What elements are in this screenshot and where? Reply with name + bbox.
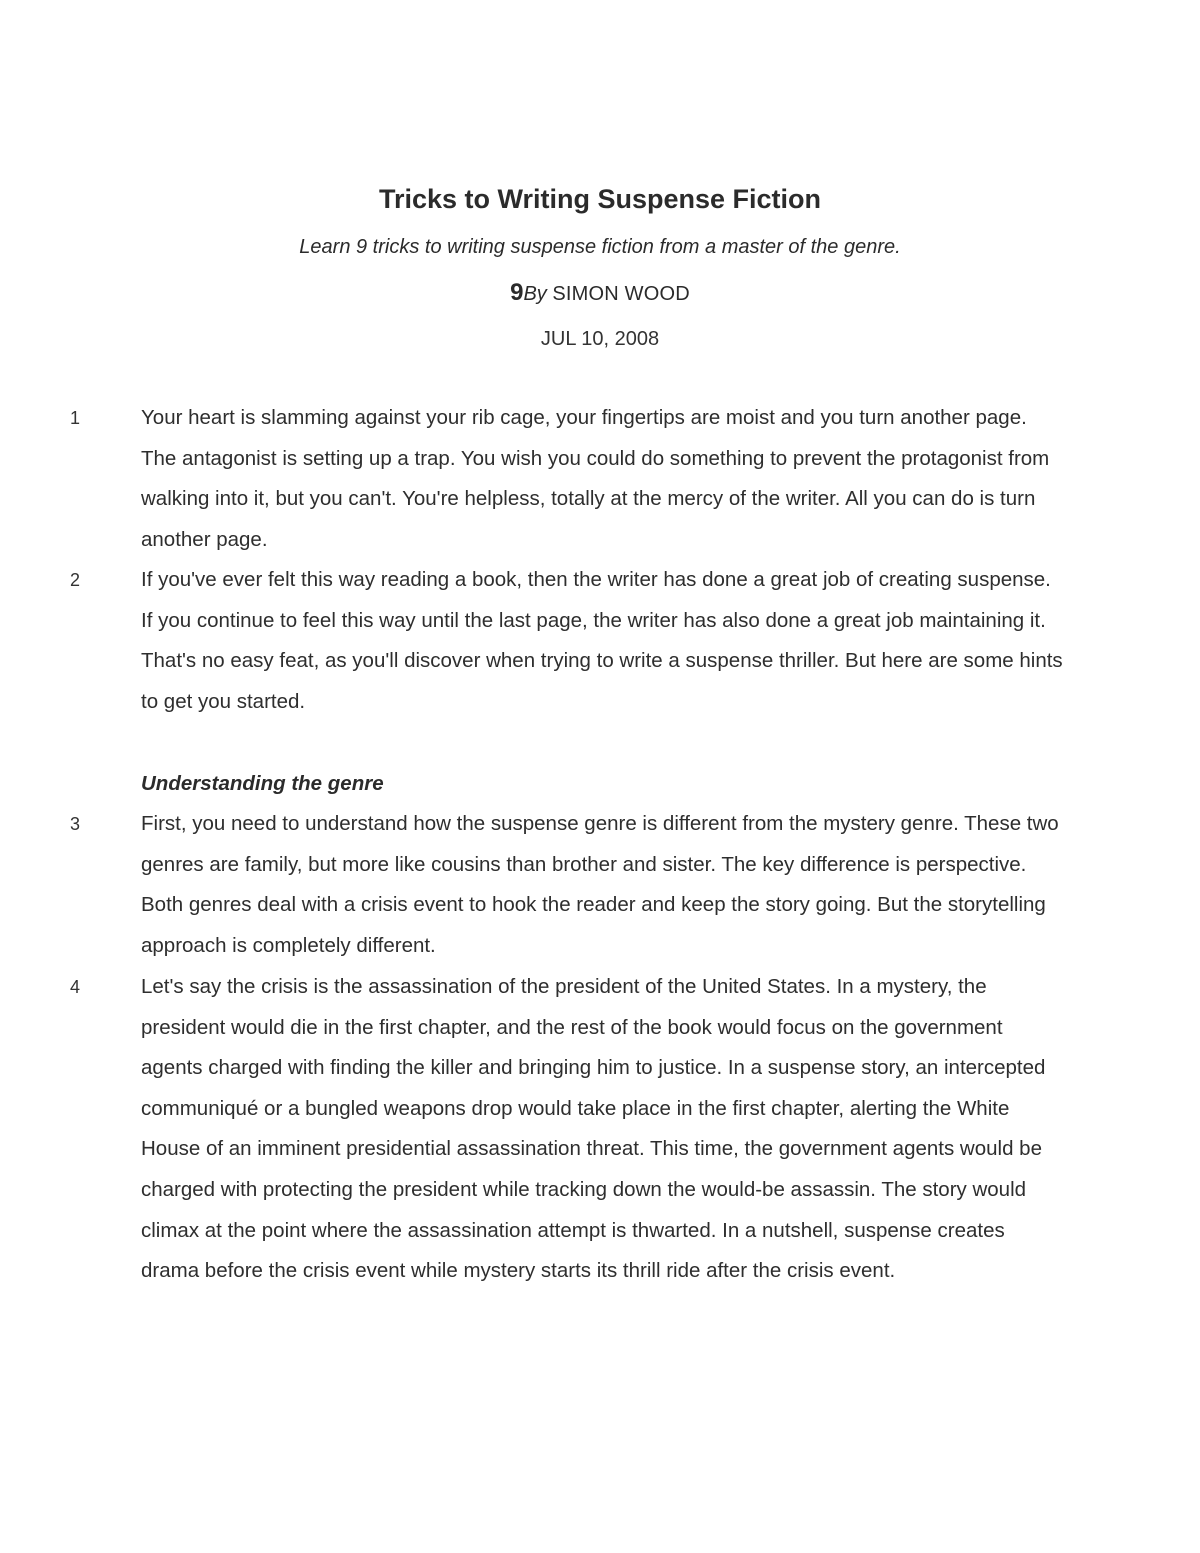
section-heading: Understanding the genre <box>141 772 384 795</box>
paragraph-number: 1 <box>70 408 81 428</box>
paragraph-text: Let's say the crisis is the assassination of the president of the United States. In a mystery, the president would die in the first chapter, and the rest of the book would focus on the government agents charged with finding the killer and bringing him to justice. In a suspense story, an intercepted communiqué or a bungled weapons drop would take place in the first chapter, alerting the White House of an imminent presidential assassination threat. This time, the government agents would be charged with protecting the president while tracking down the would-be assassin. The story would climax at the point where the assassination attempt is thwarted. In a nutshell, suspense creates drama before the crisis event while mystery starts its thrill ride after the crisis event. <box>141 975 1046 1283</box>
paragraph-text: If you've ever felt this way reading a book, then the writer has done a great job of creating suspense. If you continue to feel this way until the last page, the writer has also done a great job maintaining it. That's no easy feat, as you'll discover when trying to write a suspense thriller. But here are some hints to get you started. <box>141 568 1063 713</box>
paragraph-number: 4 <box>70 977 81 997</box>
paragraph-number: 2 <box>70 570 81 590</box>
paragraph-number: 3 <box>70 814 81 834</box>
publish-date: JUL 10, 2008 <box>540 328 660 350</box>
byline <box>0 278 1200 309</box>
byline-by: By <box>523 283 547 305</box>
article-subtitle: Learn 9 tricks to writing suspense fiction from a master of the genre. <box>299 236 901 258</box>
byline-count: 9 <box>510 279 524 306</box>
paragraph-text: First, you need to understand how the suspense genre is different from the mystery genre. These two genres are family, but more like cousins than brother and sister. The key difference is perspective. Both genres deal with a crisis event to hook the reader and keep the story going. But the storytelling approach is completely different. <box>141 812 1059 957</box>
article-title: Tricks to Writing Suspense Fiction <box>378 184 822 214</box>
paragraph-text: Your heart is slamming against your rib cage, your fingertips are moist and you turn another page. The antagonist is setting up a trap. You wish you could do something to prevent the protagonist from walking into it, but you can't. You're helpless, totally at the mercy of the writer. All you can do is turn another page. <box>141 406 1050 551</box>
author-name: SIMON WOOD <box>552 283 690 305</box>
